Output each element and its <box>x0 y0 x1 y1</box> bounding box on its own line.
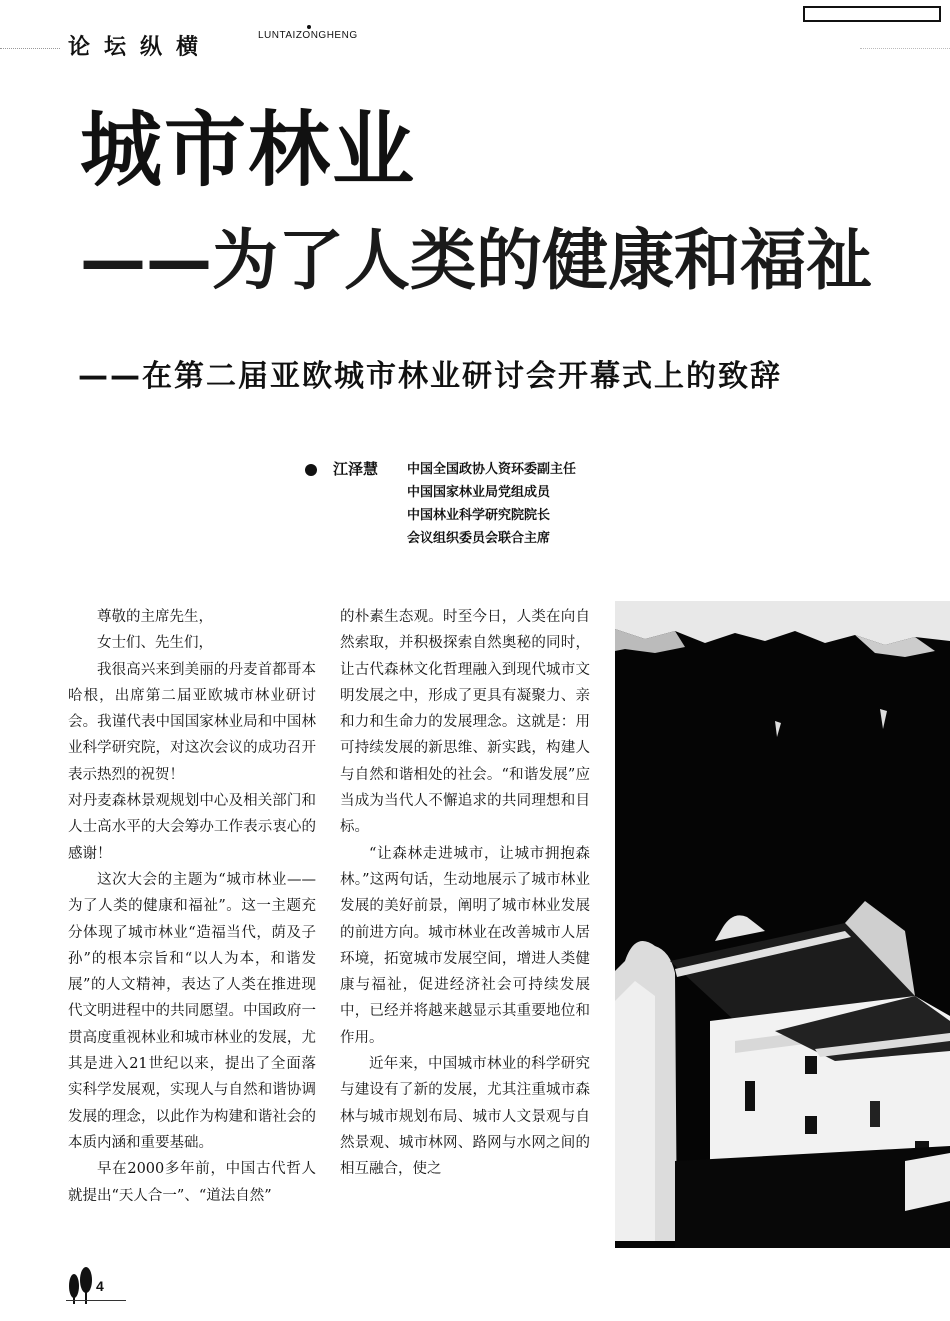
bullet-icon <box>305 464 317 476</box>
article-subtitle-2: ——在第二届亚欧城市林业研讨会开幕式上的致辞 <box>78 359 782 394</box>
village-photo-illustration <box>615 601 950 1248</box>
page-ornament <box>66 1266 126 1310</box>
column-name: 论坛纵横 <box>68 34 213 60</box>
body-paragraph: 对丹麦森林景观规划中心及相关部门和人士高水平的大会筹办工作表示衷心的感谢！ <box>68 793 316 862</box>
body-column-middle <box>340 604 590 1183</box>
author-name: 江泽慧 <box>333 460 379 478</box>
article-subtitle: ——为了人类的健康和福祉 <box>80 222 872 299</box>
author-title: 会议组织委员会联合主席 <box>407 531 551 546</box>
footer-rule <box>66 1300 126 1301</box>
header-box <box>803 6 941 22</box>
body-paragraph: 早在2000多年前，中国古代哲人就提出“天人合一”、“道法自然” <box>68 1161 316 1204</box>
author-title: 中国林业科学研究院院长 <box>407 508 551 523</box>
salutation: 尊敬的主席先生， <box>97 609 213 625</box>
header-dotted-rule-left <box>0 48 60 49</box>
body-paragraph: 的朴素生态观。时至今日，人类在向自然索取，并积极探索自然奥秘的同时，让古代森林文化哲理融入到现代城市文明发展之中，形成了更具有凝聚力、亲和力和生命力的发展理念。这就是：用可持续发展的新思维、新实践，构建人与自然和谐相处的社会。“和谐发展”应当成为当代人不懈追求的共同理想和目标。 <box>340 609 590 836</box>
body-column-left <box>68 604 316 1209</box>
salutation: 女士们、先生们， <box>97 635 213 652</box>
body-paragraph: 这次大会的主题为“城市林业——为了人类的健康和福祉”。这一主题充分体现了城市林业“造福当代，荫及子孙”的根本宗旨和“以人为本，和谐发展”的人文精神，表达了人类在推进现代文明进程中的共同愿望。中国政府一贯高度重视林业和城市林业的发展，尤其是进入21世纪以来，提出了全面落实科学发展观，实现人与自然和谐协调发展的理念，以此作为构建和谐社会的本质内涵和重要基础。 <box>68 871 316 1151</box>
author-title: 中国国家林业局党组成员 <box>407 485 551 500</box>
author-titles <box>407 458 667 550</box>
pinyin-dot <box>307 25 311 29</box>
article-title: 城市林业 <box>80 103 417 198</box>
author-title: 中国全国政协人资环委副主任 <box>407 462 577 477</box>
column-pinyin: LUNTAIZONGHENG <box>258 30 358 41</box>
body-paragraph: 我很高兴来到美丽的丹麦首都哥本哈根，出席第二届亚欧城市林业研讨会。我谨代表中国国家林业局和中国林业科学研究院，对这次会议的成功召开表示热烈的祝贺！ <box>68 661 316 783</box>
body-paragraph: 近年来，中国城市林业的科学研究与建设有了新的发展，尤其注重城市森林与城市规划布局、城市人文景观与自然景观、城市林网、路网与水网之间的相互融合，使之 <box>340 1056 590 1178</box>
header-dotted-rule-right <box>860 48 950 49</box>
article-photo <box>615 601 950 1248</box>
body-paragraph: “让森林走进城市，让城市拥抱森林。”这两句话，生动地展示了城市林业发展的美好前景，阐明了城市林业发展的前进方向。城市林业在改善城市人居环境，拓宽城市发展空间，增进人类健康与福祉，促进经济社会可持续发展中，已经并将越来越显示其重要地位和作用。 <box>340 845 590 1046</box>
page-number: 4 <box>96 1278 104 1294</box>
